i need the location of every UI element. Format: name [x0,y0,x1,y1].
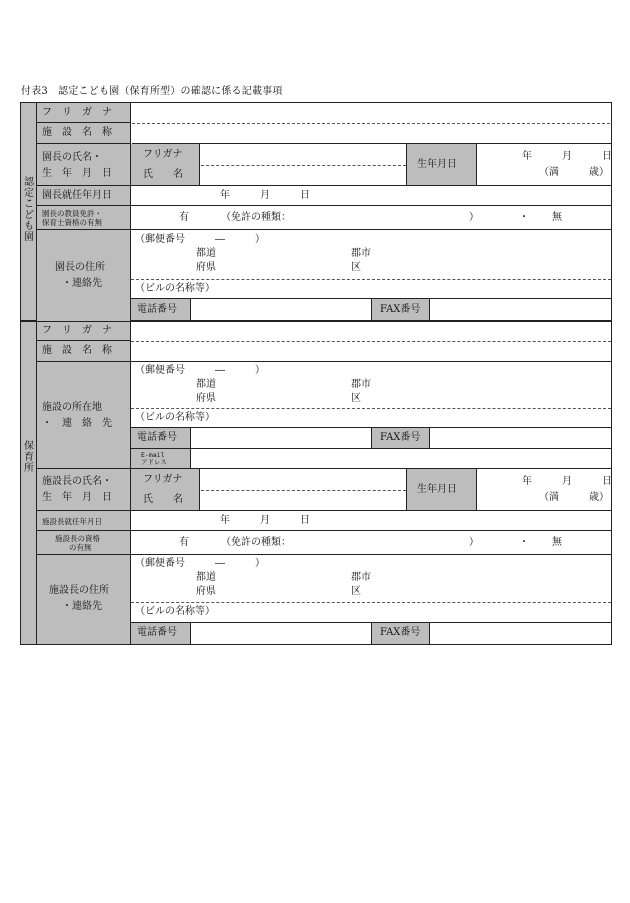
director-birthdate-label: 生年月日 [406,144,477,186]
director-name-label: 園長の氏名・ 生 年 月 日 [37,144,131,186]
facility-director-name-sublabel: フリガナ 氏 名 [131,469,200,511]
nursery-name-label: 施 設 名 称 [37,341,131,362]
facility-director-birthdate-input[interactable]: 年 月 日 （満 歳） [477,469,611,511]
facility-director-license-input[interactable]: 有 （免許の種類： ） ・ 無 [131,531,611,555]
director-tel-label: 電話番号 [131,299,191,321]
director-fax-label: FAX番号 [371,299,430,321]
director-name-input[interactable] [200,144,406,186]
form-table [20,102,612,645]
nursery-name-input[interactable] [131,341,611,362]
director-start-input[interactable]: 年 月 日 [131,186,611,206]
nursery-email-label: E-mail アドレス [131,449,191,469]
director-license-input[interactable]: 有 （免許の種類： ） ・ 無 [131,206,611,230]
facility-furigana-label: フ リ ガ ナ [37,103,131,123]
facility-director-tel-input[interactable] [191,623,371,644]
section-label-kodomoen-text: 認 定 こ ど も 園 [24,177,34,243]
director-start-label: 園長就任年月日 [37,186,131,206]
director-license-label: 園長の教員免許・ 保育士資格の有無 [37,206,131,230]
facility-director-address-input[interactable]: （郵便番号 ― ） 都道 府県 郡市 区 [135,558,371,597]
director-birthdate-input[interactable]: 年 月 日 （満 歳） [477,144,611,186]
facility-director-start-input[interactable]: 年 月 日 [131,511,611,531]
facility-director-address-label: 施設長の住所 ・連絡先 [37,555,131,644]
facility-director-birthdate-label: 生年月日 [406,469,477,511]
nursery-email-input[interactable] [191,449,611,469]
form-title: 付表3 認定こども園（保育所型）の確認に係る記載事項 [21,86,283,97]
director-tel-input[interactable] [191,299,371,321]
section-label-hoikusho [21,321,37,644]
facility-director-tel-label: 電話番号 [131,623,191,644]
director-fax-input[interactable] [430,299,611,321]
facility-name-label: 施 設 名 称 [37,123,131,144]
nursery-address-input[interactable]: （郵便番号 ― ） 都道 府県 郡市 区 [135,365,371,404]
facility-director-license-label: 施設長の資格 の有無 [37,531,131,555]
nursery-fax-input[interactable] [430,428,611,449]
nursery-building-input[interactable]: （ビルの名称等） [131,408,611,428]
facility-director-name-input[interactable] [200,469,406,511]
nursery-tel-input[interactable] [191,428,371,449]
facility-director-building-input[interactable]: （ビルの名称等） [131,602,611,623]
facility-director-fax-label: FAX番号 [371,623,430,644]
director-name-sublabel: フリガナ 氏 名 [131,144,200,186]
section-label-hoikusho-text: 保 育 所 [24,441,34,474]
director-address-label: 園長の住所 ・連絡先 [37,230,131,321]
facility-furigana-input[interactable] [132,103,610,123]
nursery-fax-label: FAX番号 [371,428,430,449]
director-address-input[interactable]: （郵便番号 ― ） 都道 府県 郡市 区 [135,234,371,273]
facility-director-name-label: 施設長の氏名・ 生 年 月 日 [37,469,131,511]
nursery-location-label: 施設の所在地 ・ 連 絡 先 [37,362,131,469]
facility-director-fax-input[interactable] [430,623,611,644]
director-building-input[interactable]: （ビルの名称等） [131,279,611,299]
facility-name-input[interactable] [132,123,611,144]
nursery-furigana-input[interactable] [131,321,611,341]
nursery-furigana-label: フ リ ガ ナ [37,321,131,341]
nursery-tel-label: 電話番号 [131,428,191,449]
facility-director-start-label: 施設長就任年月日 [37,511,131,531]
